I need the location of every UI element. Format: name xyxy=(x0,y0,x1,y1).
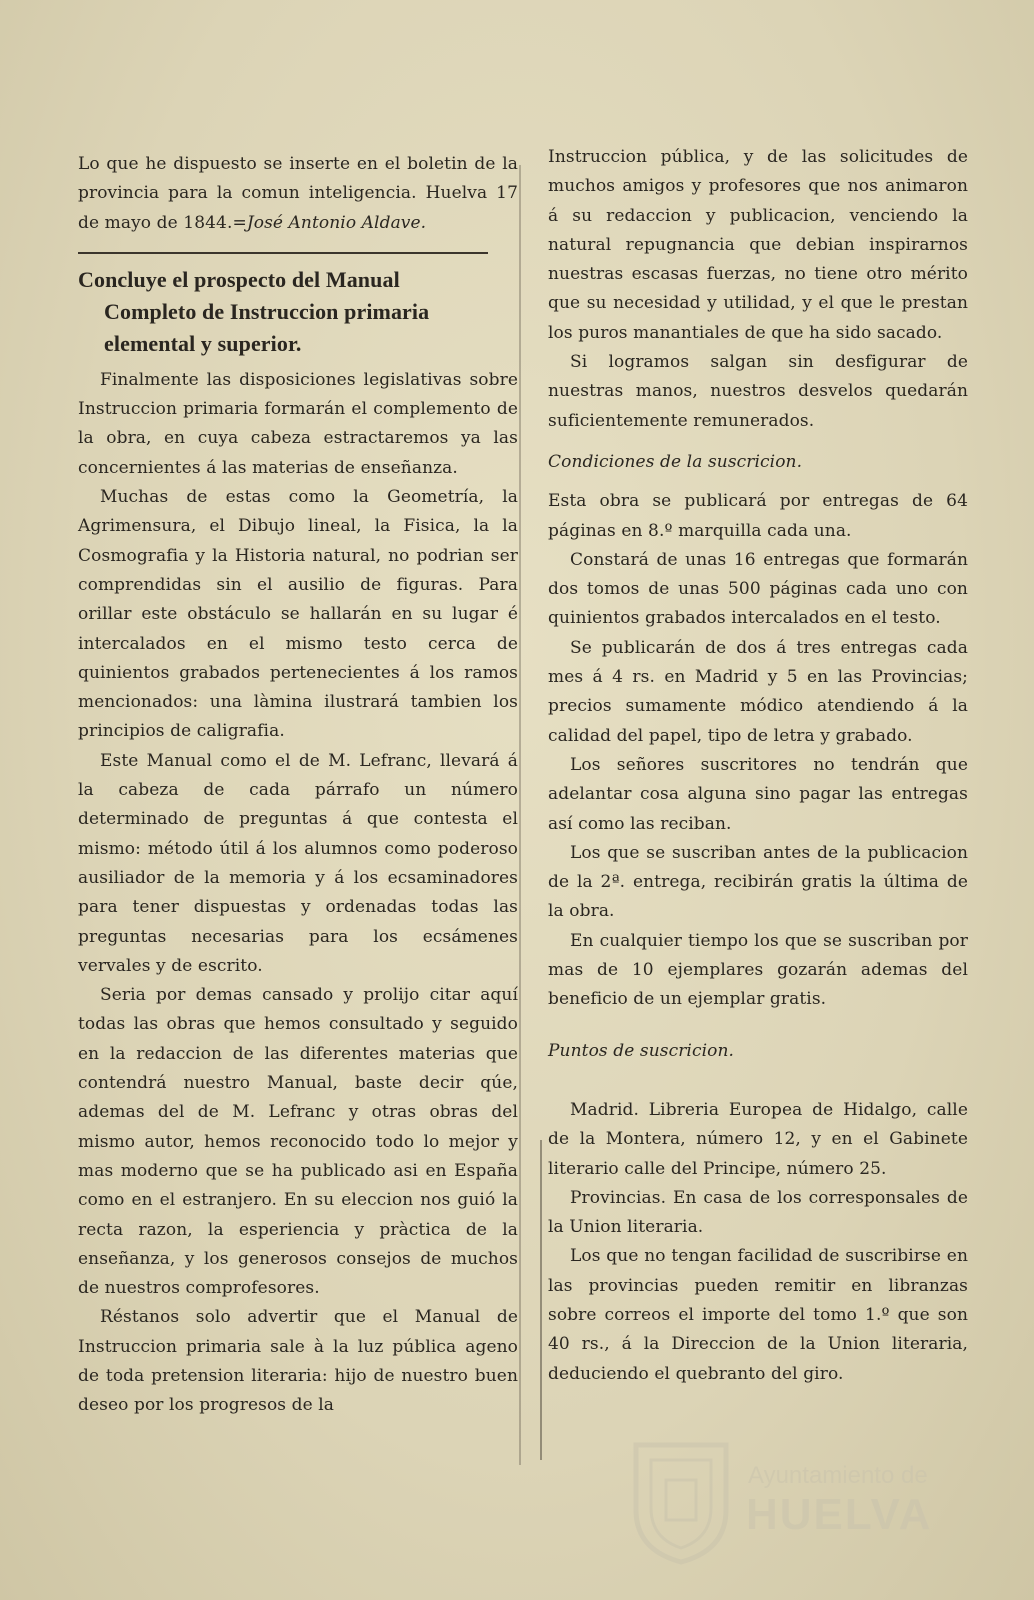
paragraph: Réstanos solo advertir que el Manual de Instruccion primaria sale à la luz pública ageno de toda pretension literaria: hijo de nuestro buen deseo por los progresos de la xyxy=(78,1307,518,1416)
paragraph: Se publicarán de dos á tres entregas cada mes á 4 rs. en Madrid y 5 en las Provincias; precios sumamente módico atendiendo á la calidad del papel, tipo de letra y grabado. xyxy=(548,637,968,746)
city-seal-icon xyxy=(626,1440,736,1565)
title-line-1: Concluye el prospecto del Manual xyxy=(78,266,400,292)
paragraph: Finalmente las disposiciones legislativas sobre Instruccion primaria formarán el complemento de la obra, en cuya cabeza estractaremos ya las concernientes á las materias de enseñanza. xyxy=(78,369,518,478)
watermark-line-1: Ayuntamiento de xyxy=(748,1462,928,1489)
paragraph: Seria por demas cansado y prolijo citar aquí todas las obras que hemos consultado y seguido en la redaccion de las diferentes materias que contendrá nuestro Manual, baste decir qúe, ademas del de M. Lefranc y otras obras del mismo autor, hemos reconocido todo lo mejor y mas moderno que se ha publicado asi en España como en el estranjero. En su eleccion nos guió la recta razon, la esperiencia y pràctica de la enseñanza, y los generosos consejos de muchos de nuestros comprofesores. xyxy=(78,985,518,1299)
article-title xyxy=(78,264,518,360)
signature: =José Antonio Aldave. xyxy=(232,212,427,233)
subheading-conditions: Condiciones de la suscricion. xyxy=(548,451,803,472)
paragraph: Instruccion pública, y de las solicitudes de muchos amigos y profesores que nos animaron á su redaccion y publicacion, venciendo la natural repugnancia que debian inspirarnos nuestras escasas fuerzas, no tiene otro mérito que su necesidad y utilidad, y el que le prestan los puros manantiales de que ha sido sacado. xyxy=(548,147,968,343)
intro-paragraph: Lo que he dispuesto se inserte en el boletin de la provincia para la comun inteligencia. Huelva 17 de mayo de 1844.=José Antonio Aldave. xyxy=(78,154,518,233)
paragraph: Madrid. Libreria Europea de Hidalgo, calle de la Montera, número 12, y en el Gabinete literario calle del Principe, número 25. xyxy=(548,1099,968,1179)
section-rule xyxy=(78,252,488,254)
title-line-3: elemental y superior. xyxy=(104,330,302,356)
paragraph: Provincias. En casa de los corresponsales de la Union literaria. xyxy=(548,1187,968,1238)
watermark xyxy=(618,1440,958,1570)
paragraph: Los que se suscriban antes de la publicacion de la 2ª. entrega, recibirán gratis la última de la obra. xyxy=(548,842,968,922)
subheading-points: Puntos de suscricion. xyxy=(548,1040,735,1061)
title-line-2: Completo de Instruccion primaria xyxy=(104,298,430,324)
paragraph: Este Manual como el de M. Lefranc, llevará á la cabeza de cada párrafo un número determinado de preguntas á que contesta el mismo: método útil á los alumnos como poderoso ausiliador de la memoria y á los ecsaminadores para tener dispuestas y ordenadas todas las preguntas necesarias para los ecsámenes vervales y de escrito. xyxy=(78,750,518,976)
right-margin-rule xyxy=(540,1140,542,1460)
watermark-line-2: HUELVA xyxy=(746,1490,933,1539)
paragraph: Muchas de estas como la Geometría, la Agrimensura, el Dibujo lineal, la Fisica, la la Cosmografia y la Historia natural, no podrian ser comprendidas sin el ausilio de figuras. Para orillar este obstáculo se hallarán en su lugar é intercalados en el mismo testo cerca de quinientos grabados pertenecientes á los ramos mencionados: una làmina ilustrará tambien los principios de caligrafia. xyxy=(78,487,518,742)
paragraph: Constará de unas 16 entregas que formarán dos tomos de unas 500 páginas cada uno con quinientos grabados intercalados en el testo. xyxy=(548,549,968,629)
paragraph: En cualquier tiempo los que se suscriban por mas de 10 ejemplares gozarán ademas del beneficio de un ejemplar gratis. xyxy=(548,930,968,1010)
paragraph: Los que no tengan facilidad de suscribirse en las provincias pueden remitir en libranzas sobre correos el importe del tomo 1.º que son 40 rs., á la Direccion de la Union literaria, deduciendo el quebranto del giro. xyxy=(548,1246,968,1384)
paragraph: Los señores suscritores no tendrán que adelantar cosa alguna sino pagar las entregas así como las reciban. xyxy=(548,754,968,834)
column-divider xyxy=(519,165,521,1465)
left-column xyxy=(78,150,518,1421)
paragraph: Esta obra se publicará por entregas de 64 páginas en 8.º marquilla cada una. xyxy=(548,491,968,541)
paragraph: Si logramos salgan sin desfigurar de nuestras manos, nuestros desvelos quedarán suficientemente remunerados. xyxy=(548,352,968,431)
right-column xyxy=(548,143,968,1389)
